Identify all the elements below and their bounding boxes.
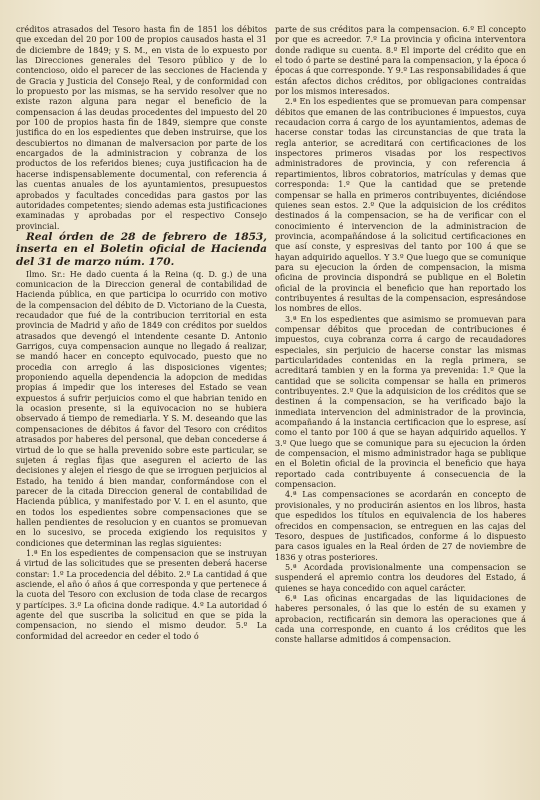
rule-2-paragraph: 2.ª En los espedientes que se promuevan para compensar débitos que emanen de las contribuciones é impuestos, cuya recaudacion corra á cargo de los ayuntamientos, ademas de hacerse constar todas las circunstancias de que trata la regla anterior, se acreditará con certificaciones de los inspectores primeros visadas por los respectivos administradores de provincia, y con referencia á repartimientos, libros cobratorios, matrículas y demas que corresponda: 1.º Que la cantidad que se pretende compensar se halla en primeros contribuyentes, diciéndose quienes sean estos. 2.º Que la adquisicion de los créditos destinados á la compensacion, se ha de verificar con el conocimiento é intervencion de la administracion de provincia, acompañándose á la solicitud certificaciones en que así conste, y espresivas del tanto por 100 á que se hayan adquirido aquellos. Y 3.º Que luego que se comunique para su ejecucion la órden de compensacion, la misma oficina de provincia dispondrá se publique en el Boletin oficial de la provincia el beneficio que han reportado los contribuyentes á resultas de la compensacion, espresándose los nombres de ellos. — [275, 96, 526, 314]
rule-6-paragraph: 6.ª Las oficinas encargadas de las liquidaciones de haberes personales, ó las que lo estén de su examen y aprobacion, rectificarán sin demora las operaciones que á cada una corresponde, en cuanto á los créditos que les conste hallarse admitidos á compensacion. — [275, 592, 526, 645]
rule-5-paragraph: 5.ª Acordada provisionalmente una compensacion se suspenderá el apremio contra los deudores del Estado, á quienes se haya concedido con aquel carácter. — [275, 561, 526, 593]
intro-paragraph: créditos atrasados del Tesoro hasta fin de 1851 los débitos que excedan del 20 por 100 de propios causados hasta el 31 de diciembre de 1849; y S. M., en vista de lo expuesto por las Direcciones generales del Tesoro público y de lo contencioso, oido el parecer de las secciones de Hacienda y de Gracia y Justicia del Consejo Real, y de conformidad con lo propuesto por las mismas, se ha servido resolver que no existe razon alguna para negar el beneficio de la compensacion á las deudas procedentes del impuesto del 20 por 100 de propios hasta fin de 1849, siempre que conste justifica do en los espedientes que deben instruirse, que los descubiertos no dimanan de malversacion por parte de los encargados de la administracion y cobranza de los productos de los referidos bienes; cuya justificacion ha de hacerse indispensablemente documental, con referencia á las cuentas anuales de los ayuntamientos, presupuestos aprobados y facultades concedidas para gastos por las autoridades competentes; siendo ademas esta justificaciones examinadas y aprobadas por el respectivo Consejo provincial. — [16, 24, 267, 231]
rule-1-paragraph: 1.ª En los espedientes de compensacion que se instruyan á virtud de las solicitudes que se presenten deberá hacerse constar: 1.º La procedencia del débito. 2.º La cantidad á que asciende, el año ó años á que corresponda y que pertenece á la cuota del Tesoro con exclusion de toda clase de recargos y partícipes. 3.º La oficina donde radique. 4.º La autoridad ó agente del que suscriba la solicitud en que se pida la compensacion, no siendo el mismo deudor. 5.º La conformidad del acreedor en ceder el todo ó — [16, 547, 267, 641]
text-columns — [16, 24, 526, 788]
rule-3-paragraph: 3.ª En los espedientes que asimismo se promuevan para compensar débitos que procedan de contribuciones é impuestos, cuya cobranza corra á cargo de recaudadores especiales, sin perjuicio de hacerse constar las mismas particularidades contenidas en la regla primera, se acreditará tambien y en la forma ya prevenida: 1.º Que la cantidad que se solicita compensar se halla en primeros contribuyentes. 2.º Que la adquisicion de los créditos que se destinen á la compensacion, se ha verificado bajo la inmediata intervencion del administrador de la provincia, acompañando á la instancia certificacion que lo esprese, así como el tanto por 100 á que se hayan adquirido aquellos. Y 3.º Que luego que se comunique para su ejecucion la órden de compensacion, el mismo administrador haga se publique en el Boletin oficial de la provincia el beneficio que haya reportado cada contribuyente á consecuencia de la compensacion. — [275, 313, 526, 490]
right-column — [275, 24, 526, 788]
rule-4-paragraph: 4.ª Las compensaciones se acordarán en concepto de provisionales, y no producirán asientos en los libros, hasta que espedidos los títulos en equivalencia de los haberes ofrecidos en compensacion, se entreguen en las cajas del Tesoro, despues de justificados, conforme á lo dispuesto para casos iguales en la Real órden de 27 de noviembre de 1836 y otras posteriores. — [275, 489, 526, 562]
continuation-paragraph: parte de sus créditos para la compensacion. 6.º El concepto por que es acreedor. 7.º La provincia y oficina interventora donde radique su cuenta. 8.º El importe del crédito que en el todo ó parte se destiné para la compensacion, y la época ó épocas á que corresponde. Y 9.º Las responsabilidades á que están afectos dichos créditos, por obligaciones contraidas por los mismos interesados. — [275, 24, 526, 97]
left-column — [16, 24, 267, 788]
order-paragraph: Ilmo. Sr.: He dado cuenta á la Reina (q. D. g.) de una comunicacion de la Direccion general de contabilidad de Hacienda pública, en que participa lo ocurrido con motivo de la compensacion del débito de D. Victoriano de la Cuesta, recaudador que fué de la contribucion territorial en esta provincia de Madrid y año de 1849 con créditos por sueldos atrasados que devengó el intendente cesante D. Antonio Garrigos, cuya compensacion aunque no llegado á realizar, se mandó hacer en concepto equivocado, puesto que no procedia con arreglo á las disposiciones vigentes; proponiendo aquella dependencia la adopcion de medidas propias á impedir que los intereses del Estado se vean expuestos á sufrir perjuicios como el que habrian tenido en la ocasion presente, si la equivocacion no se hubiera observado á tiempo de remediarla. Y S. M. deseando que las compensaciones de débitos á favor del Tesoro con créditos atrasados por haberes del personal, que deban concederse á virtud de lo que se halla prevenido sobre este particular, se sujeten á reglas fijas que aseguren el acierto de las decisiones y alejen el riesgo de que se irroguen perjuicios al Estado, ha tenido á bien mandar, conformándose con el parecer de la citada Direccion general de contabilidad de Hacienda pública, y manifestado por V. I. en el asunto, que en todos los espedientes sobre compensaciones que se hallen pendientes de resolucion y en cuantos se promuevan en lo sucesivo, se proceda exigiendo los requisitos y condiciones que determinan las reglas siguientes: — [16, 268, 267, 548]
royal-order-heading: Real órden de 28 de febrero de 1853, inserta en el Boletin oficial de Hacienda del 31 de marzo núm. 170. — [16, 230, 267, 269]
